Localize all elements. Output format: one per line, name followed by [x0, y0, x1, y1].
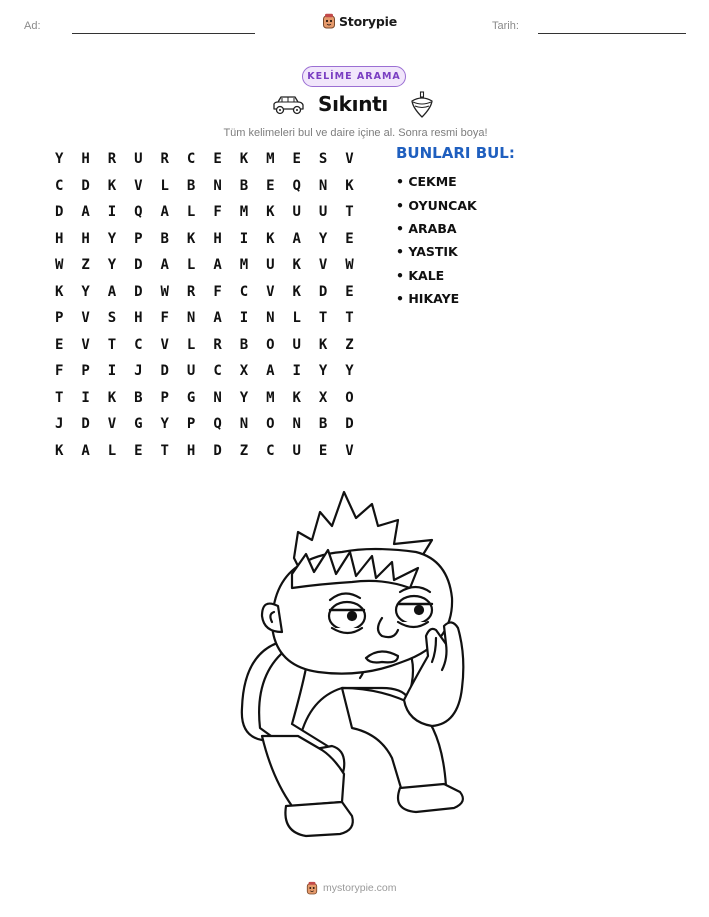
grid-letter-cell[interactable]: U	[186, 363, 196, 380]
grid-letter-cell[interactable]: C	[186, 151, 196, 168]
grid-row	[46, 305, 363, 332]
grid-letter-cell[interactable]: W	[54, 257, 64, 274]
grid-letter-cell[interactable]: F	[54, 363, 64, 380]
grid-letter-cell[interactable]: M	[239, 257, 249, 274]
date-label: Tarih:	[492, 20, 519, 32]
grid-letter-cell[interactable]: A	[81, 442, 90, 459]
grid-letter-cell[interactable]: S	[318, 151, 328, 168]
grid-letter-cell[interactable]: W	[345, 257, 354, 274]
grid-letter-cell[interactable]: E	[266, 177, 275, 194]
grid-letter-cell[interactable]: O	[345, 389, 354, 406]
grid-letter-cell[interactable]: A	[213, 257, 222, 274]
grid-row	[46, 146, 363, 173]
brand-name: Storypie	[339, 13, 397, 29]
grid-letter-cell[interactable]: L	[186, 257, 196, 274]
grid-letter-cell[interactable]: Q	[213, 416, 222, 433]
grid-letter-cell[interactable]: E	[345, 230, 354, 247]
grid-letter-cell[interactable]: T	[345, 204, 354, 221]
grid-letter-cell[interactable]: U	[134, 151, 143, 168]
grid-letter-cell[interactable]: A	[160, 204, 169, 221]
grid-letter-cell[interactable]: V	[345, 442, 354, 459]
grid-letter-cell[interactable]: B	[318, 416, 328, 433]
word-list-item: • HIKAYE	[396, 291, 460, 307]
grid-row	[46, 252, 363, 279]
grid-letter-cell[interactable]: V	[107, 416, 117, 433]
grid-letter-cell[interactable]: K	[239, 151, 249, 168]
grid-letter-cell[interactable]: T	[160, 442, 169, 459]
grid-letter-cell[interactable]: H	[134, 310, 143, 327]
grid-letter-cell[interactable]: T	[318, 310, 328, 327]
grid-letter-cell[interactable]: C	[213, 363, 222, 380]
grid-letter-cell[interactable]: H	[213, 230, 222, 247]
grid-letter-cell[interactable]: O	[266, 416, 275, 433]
grid-letter-cell[interactable]: L	[186, 204, 196, 221]
grid-letter-cell[interactable]: Z	[239, 442, 249, 459]
word-list-item: • CEKME	[396, 174, 457, 190]
grid-letter-cell[interactable]: E	[292, 151, 301, 168]
grid-letter-cell[interactable]: L	[107, 442, 117, 459]
grid-letter-cell[interactable]: D	[160, 363, 169, 380]
grid-letter-cell[interactable]: D	[134, 283, 143, 300]
word-list-item: • YASTIK	[396, 244, 458, 260]
grid-letter-cell[interactable]: L	[292, 310, 301, 327]
grid-letter-cell[interactable]: N	[186, 310, 196, 327]
grid-letter-cell[interactable]: V	[81, 336, 90, 353]
grid-letter-cell[interactable]: V	[134, 177, 143, 194]
bored-boy-coloring-image	[232, 488, 477, 850]
grid-letter-cell[interactable]: A	[266, 363, 275, 380]
grid-letter-cell[interactable]: D	[81, 416, 90, 433]
grid-letter-cell[interactable]: B	[160, 230, 169, 247]
grid-letter-cell[interactable]: K	[292, 389, 301, 406]
grid-letter-cell[interactable]: N	[239, 416, 249, 433]
grid-letter-cell[interactable]: G	[186, 389, 196, 406]
grid-letter-cell[interactable]: K	[186, 230, 196, 247]
grid-row	[46, 358, 363, 385]
spinning-top-icon	[410, 91, 434, 119]
grid-letter-cell[interactable]: U	[318, 204, 328, 221]
grid-letter-cell[interactable]: B	[239, 336, 249, 353]
grid-letter-cell[interactable]: Z	[81, 257, 90, 274]
word-search-grid[interactable]	[46, 146, 363, 464]
grid-letter-cell[interactable]: T	[345, 310, 354, 327]
grid-letter-cell[interactable]: W	[160, 283, 169, 300]
grid-letter-cell[interactable]: P	[186, 416, 196, 433]
grid-letter-cell[interactable]: X	[239, 363, 249, 380]
grid-letter-cell[interactable]: E	[345, 283, 354, 300]
grid-letter-cell[interactable]: S	[107, 310, 117, 327]
date-field-line[interactable]	[538, 33, 686, 34]
grid-letter-cell[interactable]: Y	[54, 151, 64, 168]
grid-letter-cell[interactable]: Y	[107, 257, 117, 274]
grid-letter-cell[interactable]: I	[239, 230, 249, 247]
grid-letter-cell[interactable]: Y	[318, 363, 328, 380]
grid-row	[46, 385, 363, 412]
grid-letter-cell[interactable]: X	[318, 389, 328, 406]
grid-letter-cell[interactable]: Y	[160, 416, 169, 433]
word-list-heading: BUNLARI BUL:	[396, 144, 515, 162]
grid-letter-cell[interactable]: C	[239, 283, 249, 300]
grid-row	[46, 226, 363, 253]
grid-letter-cell[interactable]: U	[292, 336, 301, 353]
grid-row	[46, 332, 363, 359]
activity-badge: KELİME ARAMA	[302, 66, 406, 87]
grid-letter-cell[interactable]: K	[292, 257, 301, 274]
grid-letter-cell[interactable]: Y	[318, 230, 328, 247]
word-list-item: • KALE	[396, 267, 445, 283]
grid-letter-cell[interactable]: N	[266, 310, 275, 327]
grid-letter-cell[interactable]: U	[292, 442, 301, 459]
page-title: Sıkıntı	[318, 92, 388, 116]
grid-letter-cell[interactable]: V	[81, 310, 90, 327]
word-list-item: • ARABA	[396, 220, 457, 236]
grid-letter-cell[interactable]: C	[134, 336, 143, 353]
grid-letter-cell[interactable]: V	[345, 151, 354, 168]
grid-row	[46, 411, 363, 438]
grid-letter-cell[interactable]: Z	[345, 336, 354, 353]
grid-letter-cell[interactable]: E	[54, 336, 64, 353]
grid-letter-cell[interactable]: R	[213, 336, 222, 353]
grid-letter-cell[interactable]: L	[160, 177, 169, 194]
grid-letter-cell[interactable]: I	[107, 204, 117, 221]
grid-letter-cell[interactable]: B	[134, 389, 143, 406]
grid-letter-cell[interactable]: F	[213, 204, 222, 221]
grid-letter-cell[interactable]: Q	[292, 177, 301, 194]
grid-letter-cell[interactable]: O	[266, 336, 275, 353]
grid-letter-cell[interactable]: C	[54, 177, 64, 194]
grid-letter-cell[interactable]: K	[266, 230, 275, 247]
grid-row	[46, 199, 363, 226]
grid-letter-cell[interactable]: A	[81, 204, 90, 221]
grid-letter-cell[interactable]: A	[107, 283, 117, 300]
grid-letter-cell[interactable]: K	[107, 177, 117, 194]
grid-letter-cell[interactable]: K	[318, 336, 328, 353]
grid-letter-cell[interactable]: H	[186, 442, 196, 459]
grid-letter-cell[interactable]: K	[54, 283, 64, 300]
grid-letter-cell[interactable]: G	[134, 416, 143, 433]
grid-letter-cell[interactable]: E	[318, 442, 328, 459]
grid-letter-cell[interactable]: J	[134, 363, 143, 380]
name-field-line[interactable]	[72, 33, 255, 34]
grid-letter-cell[interactable]: A	[160, 257, 169, 274]
grid-letter-cell[interactable]: D	[345, 416, 354, 433]
grid-letter-cell[interactable]: K	[345, 177, 354, 194]
grid-letter-cell[interactable]: H	[81, 151, 90, 168]
grid-letter-cell[interactable]: H	[54, 230, 64, 247]
grid-letter-cell[interactable]: N	[213, 389, 222, 406]
grid-letter-cell[interactable]: E	[134, 442, 143, 459]
grid-letter-cell[interactable]: C	[266, 442, 275, 459]
grid-letter-cell[interactable]: R	[160, 151, 169, 168]
brand-logo	[322, 13, 397, 29]
grid-letter-cell[interactable]: M	[266, 389, 275, 406]
grid-letter-cell[interactable]: L	[186, 336, 196, 353]
grid-letter-cell[interactable]: V	[318, 257, 328, 274]
grid-row	[46, 279, 363, 306]
grid-letter-cell[interactable]: N	[318, 177, 328, 194]
footer-url[interactable]: mystorypie.com	[323, 882, 397, 894]
grid-letter-cell[interactable]: U	[292, 204, 301, 221]
grid-letter-cell[interactable]: I	[107, 363, 117, 380]
grid-letter-cell[interactable]: D	[54, 204, 64, 221]
grid-letter-cell[interactable]: T	[107, 336, 117, 353]
grid-letter-cell[interactable]: D	[213, 442, 222, 459]
grid-letter-cell[interactable]: Y	[345, 363, 354, 380]
grid-letter-cell[interactable]: Y	[107, 230, 117, 247]
storypie-logo-icon	[306, 881, 318, 895]
grid-letter-cell[interactable]: P	[81, 363, 90, 380]
grid-row	[46, 173, 363, 200]
grid-letter-cell[interactable]: I	[292, 363, 301, 380]
grid-letter-cell[interactable]: P	[54, 310, 64, 327]
grid-letter-cell[interactable]: K	[292, 283, 301, 300]
grid-letter-cell[interactable]: F	[160, 310, 169, 327]
grid-letter-cell[interactable]: H	[81, 230, 90, 247]
grid-row	[46, 438, 363, 465]
grid-letter-cell[interactable]: K	[54, 442, 64, 459]
toy-car-icon	[271, 94, 305, 116]
grid-letter-cell[interactable]: B	[186, 177, 196, 194]
storypie-logo-icon	[322, 13, 336, 29]
grid-letter-cell[interactable]: Y	[239, 389, 249, 406]
grid-letter-cell[interactable]: I	[239, 310, 249, 327]
grid-letter-cell[interactable]: F	[213, 283, 222, 300]
grid-letter-cell[interactable]: V	[266, 283, 275, 300]
word-list-item: • OYUNCAK	[396, 197, 477, 213]
grid-letter-cell[interactable]: Q	[134, 204, 143, 221]
word-list	[396, 170, 477, 310]
grid-letter-cell[interactable]: A	[213, 310, 222, 327]
name-label: Ad:	[24, 20, 41, 32]
grid-letter-cell[interactable]: M	[266, 151, 275, 168]
grid-letter-cell[interactable]: J	[54, 416, 64, 433]
grid-letter-cell[interactable]: N	[292, 416, 301, 433]
grid-letter-cell[interactable]: K	[107, 389, 117, 406]
instructions-text: Tüm kelimeleri bul ve daire içine al. Sonra resmi boya!	[223, 127, 488, 139]
grid-letter-cell[interactable]: U	[266, 257, 275, 274]
grid-letter-cell[interactable]: Y	[81, 283, 90, 300]
grid-letter-cell[interactable]: B	[239, 177, 249, 194]
grid-letter-cell[interactable]: P	[160, 389, 169, 406]
grid-letter-cell[interactable]: D	[81, 177, 90, 194]
grid-letter-cell[interactable]: T	[54, 389, 64, 406]
grid-letter-cell[interactable]: D	[318, 283, 328, 300]
grid-letter-cell[interactable]: A	[292, 230, 301, 247]
grid-letter-cell[interactable]: P	[134, 230, 143, 247]
grid-letter-cell[interactable]: R	[186, 283, 196, 300]
grid-letter-cell[interactable]: N	[213, 177, 222, 194]
grid-letter-cell[interactable]: K	[266, 204, 275, 221]
footer	[306, 881, 397, 895]
grid-letter-cell[interactable]: D	[134, 257, 143, 274]
grid-letter-cell[interactable]: I	[81, 389, 90, 406]
grid-letter-cell[interactable]: V	[160, 336, 169, 353]
grid-letter-cell[interactable]: E	[213, 151, 222, 168]
grid-letter-cell[interactable]: M	[239, 204, 249, 221]
grid-letter-cell[interactable]: R	[107, 151, 117, 168]
